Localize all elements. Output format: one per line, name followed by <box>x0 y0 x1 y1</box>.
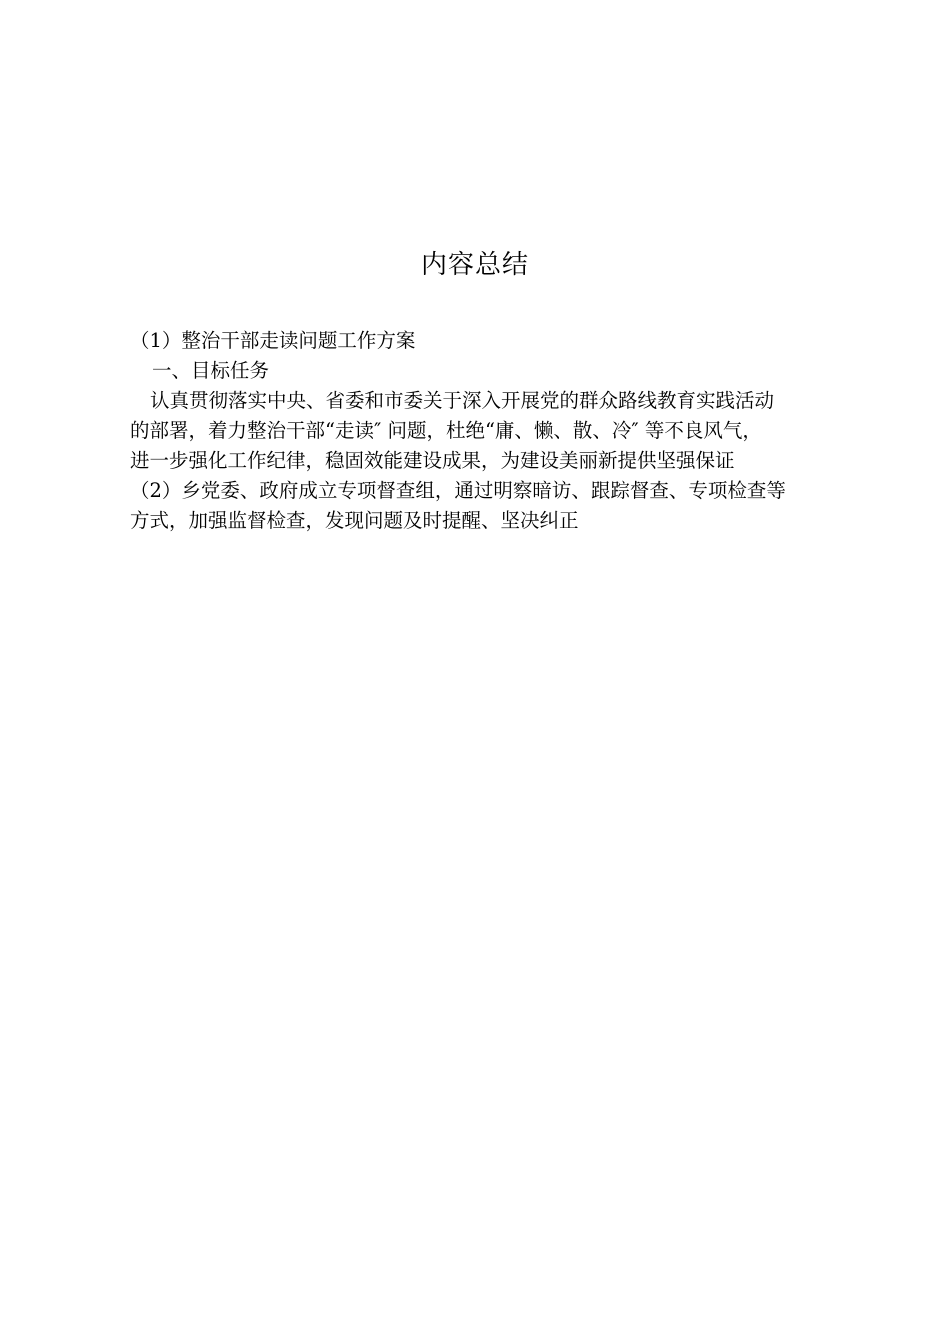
section-heading-2-line-1: （2）乡党委、政府成立专项督查组，通过明察暗访、跟踪督查、专项检查等 <box>130 479 786 502</box>
document-title: 内容总结 <box>420 250 529 280</box>
paragraph-line-3: 进一步强化工作纪律，稳固效能建设成果，为建设美丽新提供坚强保证 <box>130 449 735 472</box>
subheading-goals: 一、目标任务 <box>152 359 270 382</box>
paragraph-line-1: 认真贯彻落实中央、省委和市委关于深入开展党的群众路线教育实践活动 <box>150 389 775 412</box>
document-body <box>130 326 830 536</box>
paragraph-line-2: 的部署，着力整治干部“走读″ 问题，杜绝“庸、懒、散、冷″ 等不良风气， <box>130 419 762 442</box>
section-heading-2-line-2: 方式，加强监督检查，发现问题及时提醒、坚决纠正 <box>130 509 579 532</box>
section-heading-1: （1）整治干部走读问题工作方案 <box>130 329 416 352</box>
